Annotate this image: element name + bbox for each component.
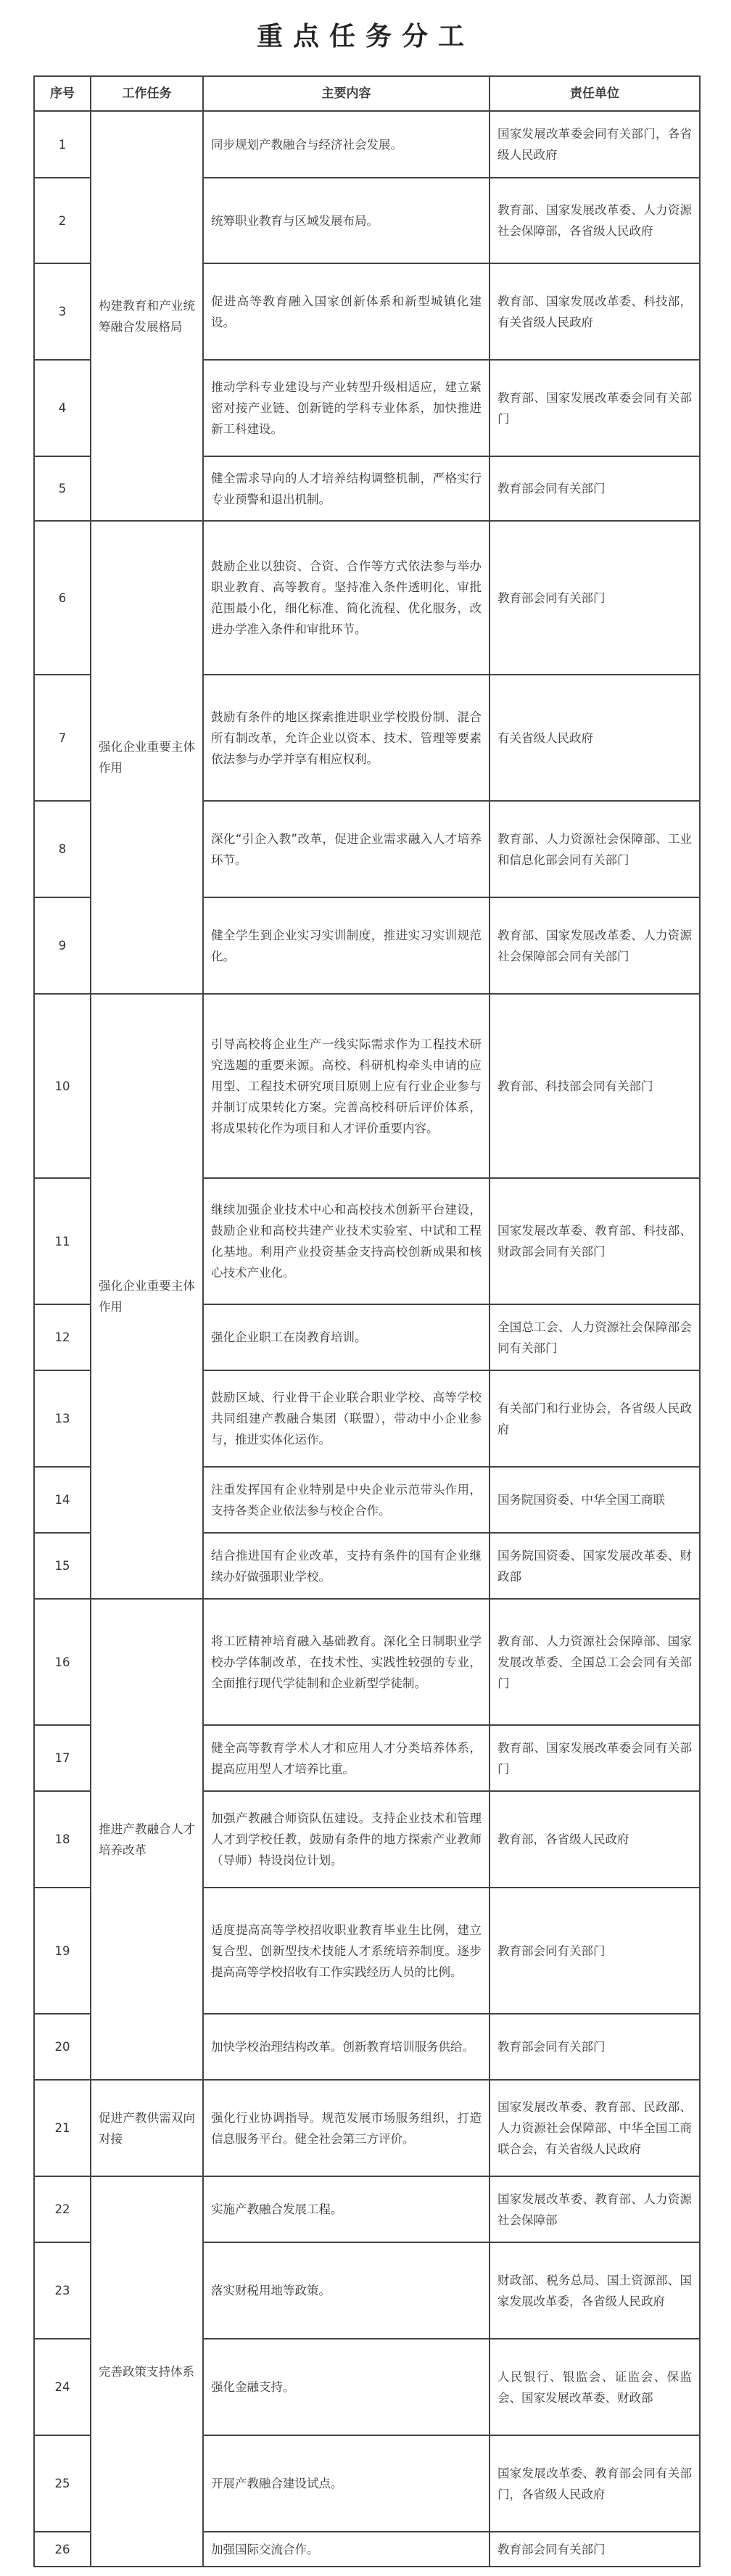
header-content: 主要内容 — [203, 76, 490, 111]
row-num: 5 — [34, 456, 91, 521]
row-num: 10 — [34, 994, 91, 1178]
row-num: 8 — [34, 801, 91, 897]
row-unit: 有关省级人民政府 — [490, 675, 700, 801]
row-unit: 教育部会同有关部门 — [490, 521, 700, 675]
row-content: 落实财税用地等政策。 — [203, 2242, 490, 2339]
row-num: 25 — [34, 2435, 91, 2532]
row-unit: 国家发展改革委、教育部会同有关部门，各省级人民政府 — [490, 2435, 700, 2532]
row-unit: 教育部、科技部会同有关部门 — [490, 994, 700, 1178]
row-content: 鼓励有条件的地区探索推进职业学校股份制、混合所有制改革，允许企业以资本、技术、管理等要素依法参与办学并享有相应权利。 — [203, 675, 490, 801]
table-row — [34, 2176, 700, 2242]
row-unit: 教育部，各省级人民政府 — [490, 1791, 700, 1888]
row-content: 引导高校将企业生产一线实际需求作为工程技术研究选题的重要来源。高校、科研机构牵头申请的应用型、工程技术研究项目原则上应有行业企业参与并制订成果转化方案。完善高校科研后评价体系，将成果转化作为项目和人才评价重要内容。 — [203, 994, 490, 1178]
row-content: 适度提高高等学校招收职业教育毕业生比例，建立复合型、创新型技术技能人才系统培养制度。逐步提高高等学校招收有工作实践经历人员的比例。 — [203, 1888, 490, 2014]
row-num: 13 — [34, 1370, 91, 1467]
row-num: 20 — [34, 2014, 91, 2080]
row-num: 23 — [34, 2242, 91, 2339]
row-num: 11 — [34, 1178, 91, 1304]
row-num: 19 — [34, 1888, 91, 2014]
row-num: 7 — [34, 675, 91, 801]
category-cell: 促进产教供需双向对接 — [91, 2080, 203, 2176]
category-cell: 强化企业重要主体作用 — [91, 994, 203, 1599]
row-num: 18 — [34, 1791, 91, 1888]
row-content: 同步规划产教融合与经济社会发展。 — [203, 111, 490, 178]
row-unit: 教育部、国家发展改革委会同有关部门 — [490, 1725, 700, 1791]
row-content: 实施产教融合发展工程。 — [203, 2176, 490, 2242]
row-content: 鼓励区域、行业骨干企业联合职业学校、高等学校共同组建产教融合集团（联盟），带动中小企业参与，推进实体化运作。 — [203, 1370, 490, 1467]
row-unit: 财政部、税务总局、国土资源部、国家发展改革委，各省级人民政府 — [490, 2242, 700, 2339]
category-cell: 强化企业重要主体作用 — [91, 521, 203, 994]
row-num: 4 — [34, 360, 91, 456]
row-content: 加快学校治理结构改革。创新教育培训服务供给。 — [203, 2014, 490, 2080]
page-title: 重点任务分工 — [256, 21, 474, 52]
row-unit: 全国总工会、人力资源社会保障部会同有关部门 — [490, 1304, 700, 1370]
row-num: 22 — [34, 2176, 91, 2242]
row-num: 24 — [34, 2339, 91, 2435]
row-unit: 教育部、国家发展改革委会同有关部门 — [490, 360, 700, 456]
task-table — [33, 75, 701, 2567]
row-content: 深化“引企入教”改革，促进企业需求融入人才培养环节。 — [203, 801, 490, 897]
row-unit: 国务院国资委、中华全国工商联 — [490, 1467, 700, 1533]
table-row — [34, 994, 700, 1178]
row-unit: 教育部会同有关部门 — [490, 2014, 700, 2080]
row-num: 1 — [34, 111, 91, 178]
row-unit: 国家发展改革委、教育部、民政部、人力资源社会保障部、中华全国工商联合会，有关省级人民政府 — [490, 2080, 700, 2176]
row-num: 14 — [34, 1467, 91, 1533]
category-cell: 构建教育和产业统筹融合发展格局 — [91, 111, 203, 521]
row-content: 强化企业职工在岗教育培训。 — [203, 1304, 490, 1370]
row-content: 将工匠精神培育融入基础教育。深化全日制职业学校办学体制改革，在技术性、实践性较强的专业，全面推行现代学徒制和企业新型学徒制。 — [203, 1599, 490, 1725]
row-unit: 人民银行、银监会、证监会、保监会、国家发展改革委、财政部 — [490, 2339, 700, 2435]
category-cell: 推进产教融合人才培养改革 — [91, 1599, 203, 2080]
row-content: 强化行业协调指导。规范发展市场服务组织，打造信息服务平台。健全社会第三方评价。 — [203, 2080, 490, 2176]
row-num: 2 — [34, 178, 91, 263]
table-row — [34, 521, 700, 675]
row-unit: 国家发展改革委、教育部、人力资源社会保障部 — [490, 2176, 700, 2242]
row-num: 26 — [34, 2532, 91, 2567]
row-num: 21 — [34, 2080, 91, 2176]
row-num: 9 — [34, 897, 91, 994]
row-content: 促进高等教育融入国家创新体系和新型城镇化建设。 — [203, 263, 490, 360]
row-unit: 教育部、人力资源社会保障部、国家发展改革委、全国总工会会同有关部门 — [490, 1599, 700, 1725]
row-content: 强化金融支持。 — [203, 2339, 490, 2435]
row-content: 继续加强企业技术中心和高校技术创新平台建设，鼓励企业和高校共建产业技术实验室、中试和工程化基地。利用产业投资基金支持高校创新成果和核心技术产业化。 — [203, 1178, 490, 1304]
row-unit: 教育部、国家发展改革委、人力资源社会保障部会同有关部门 — [490, 897, 700, 994]
row-content: 健全高等教育学术人才和应用人才分类培养体系，提高应用型人才培养比重。 — [203, 1725, 490, 1791]
row-content: 注重发挥国有企业特别是中央企业示范带头作用，支持各类企业依法参与校企合作。 — [203, 1467, 490, 1533]
category-cell: 完善政策支持体系 — [91, 2176, 203, 2567]
row-unit: 有关部门和行业协会，各省级人民政府 — [490, 1370, 700, 1467]
row-unit: 教育部、国家发展改革委、科技部，有关省级人民政府 — [490, 263, 700, 360]
row-unit: 国务院国资委、国家发展改革委、财政部 — [490, 1533, 700, 1599]
table-row — [34, 1599, 700, 1725]
row-unit: 国家发展改革委会同有关部门，各省级人民政府 — [490, 111, 700, 178]
row-num: 17 — [34, 1725, 91, 1791]
row-num: 16 — [34, 1599, 91, 1725]
header-category: 工作任务 — [91, 76, 203, 111]
row-unit: 教育部、人力资源社会保障部、工业和信息化部会同有关部门 — [490, 801, 700, 897]
header-row — [34, 76, 700, 111]
row-unit: 教育部会同有关部门 — [490, 1888, 700, 2014]
row-content: 结合推进国有企业改革，支持有条件的国有企业继续办好做强职业学校。 — [203, 1533, 490, 1599]
row-content: 开展产教融合建设试点。 — [203, 2435, 490, 2532]
row-content: 健全学生到企业实习实训制度，推进实习实训规范化。 — [203, 897, 490, 994]
row-content: 统筹职业教育与区域发展布局。 — [203, 178, 490, 263]
row-content: 鼓励企业以独资、合资、合作等方式依法参与举办职业教育、高等教育。坚持准入条件透明化、审批范围最小化，细化标准、简化流程、优化服务，改进办学准入条件和审批环节。 — [203, 521, 490, 675]
row-num: 3 — [34, 263, 91, 360]
row-num: 12 — [34, 1304, 91, 1370]
row-unit: 教育部会同有关部门 — [490, 2532, 700, 2567]
row-unit: 国家发展改革委、教育部、科技部、财政部会同有关部门 — [490, 1178, 700, 1304]
header-num: 序号 — [34, 76, 91, 111]
row-unit: 教育部、国家发展改革委、人力资源社会保障部，各省级人民政府 — [490, 178, 700, 263]
table-row — [34, 111, 700, 178]
row-content: 健全需求导向的人才培养结构调整机制，严格实行专业预警和退出机制。 — [203, 456, 490, 521]
row-num: 15 — [34, 1533, 91, 1599]
row-content: 加强国际交流合作。 — [203, 2532, 490, 2567]
header-unit: 责任单位 — [490, 76, 700, 111]
row-content: 推动学科专业建设与产业转型升级相适应，建立紧密对接产业链、创新链的学科专业体系，加快推进新工科建设。 — [203, 360, 490, 456]
row-unit: 教育部会同有关部门 — [490, 456, 700, 521]
row-num: 6 — [34, 521, 91, 675]
table-row — [34, 2080, 700, 2176]
row-content: 加强产教融合师资队伍建设。支持企业技术和管理人才到学校任教，鼓励有条件的地方探索产业教师（导师）特设岗位计划。 — [203, 1791, 490, 1888]
